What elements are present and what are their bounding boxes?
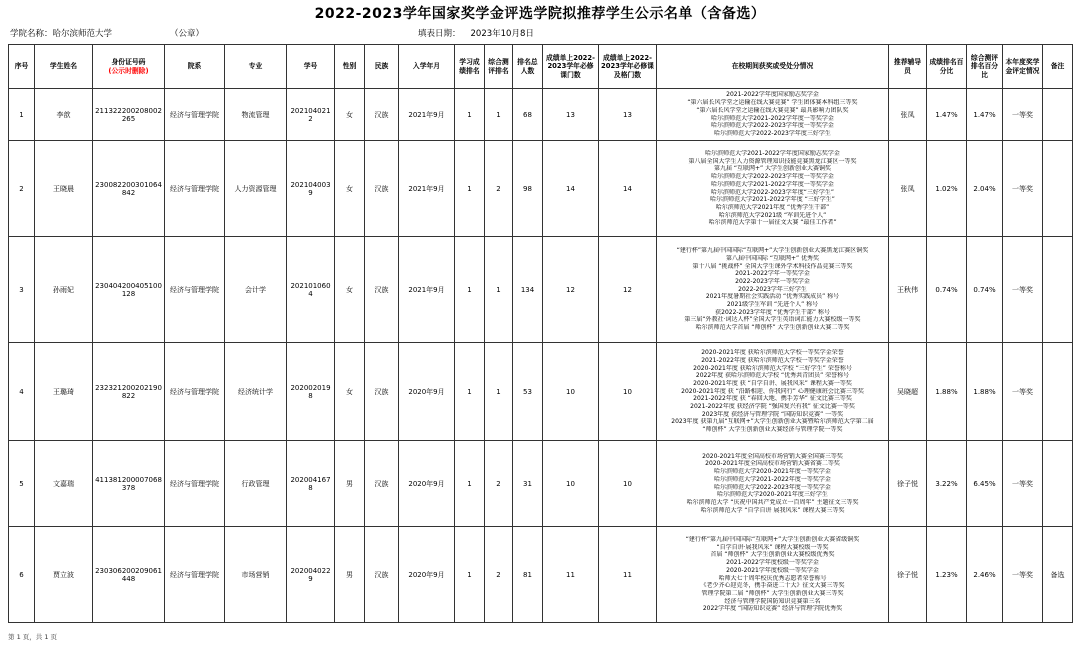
ethnicity-cell: 汉族 xyxy=(365,237,399,343)
scholarship-cell: 一等奖 xyxy=(1003,527,1043,623)
study-pct-cell: 1.88% xyxy=(927,343,967,441)
id-number-cell: 411381200007068378 xyxy=(93,441,165,527)
id-number-cell: 230082200301064842 xyxy=(93,141,165,237)
major-cell: 物流管理 xyxy=(225,89,287,141)
eval-rank-cell: 1 xyxy=(485,237,513,343)
student-no-cell: 2020040229 xyxy=(287,527,335,623)
index-cell: 6 xyxy=(9,527,35,623)
index-cell: 1 xyxy=(9,89,35,141)
col-header-student-no: 学号 xyxy=(287,45,335,89)
student-name-cell: 贾立波 xyxy=(35,527,93,623)
courses-total-cell: 10 xyxy=(543,343,599,441)
table-row xyxy=(9,89,1073,141)
ethnicity-cell: 汉族 xyxy=(365,89,399,141)
index-cell: 5 xyxy=(9,441,35,527)
col-header-department: 院系 xyxy=(165,45,225,89)
eval-rank-cell: 1 xyxy=(485,343,513,441)
award-line: 《老少齐心迎克冬，携手奋进二十大》征文大赛三等奖 xyxy=(700,582,845,590)
remark-cell xyxy=(1043,141,1073,237)
eval-rank-cell: 2 xyxy=(485,441,513,527)
study-pct-cell: 0.74% xyxy=(927,237,967,343)
gender-cell: 女 xyxy=(335,141,365,237)
award-line: “建行杯”第九届中国国际“互联网+”大学生创新创业大赛省级铜奖 xyxy=(685,536,860,544)
award-line: 2021年度暑期社会实践活动 “优秀实践成员” 称号 xyxy=(705,293,840,301)
study-rank-cell: 1 xyxy=(455,237,485,343)
id-number-label: 身份证号码 xyxy=(111,58,146,67)
eval-pct-cell: 6.45% xyxy=(967,441,1003,527)
student-no-cell: 2020020198 xyxy=(287,343,335,441)
eval-rank-cell: 1 xyxy=(485,89,513,141)
seal-note: （公章） xyxy=(170,29,205,39)
major-cell: 会计学 xyxy=(225,237,287,343)
courses-passed-cell: 10 xyxy=(599,441,657,527)
eval-pct-cell: 2.46% xyxy=(967,527,1003,623)
award-line: 哈尔滨师范大学2021-2022学年度国家励志奖学金 xyxy=(705,150,840,158)
table-body xyxy=(9,89,1073,623)
award-line: 经济与管理学院国防知识竞赛第三名 xyxy=(724,597,821,605)
col-header-ethnicity: 民族 xyxy=(365,45,399,89)
award-line: 哈尔滨师范大学2022-2023学年度一等奖学金 xyxy=(711,173,834,181)
award-line: 第八届全国大学生人力资源管理知识技能竞赛黑龙江赛区一等奖 xyxy=(688,157,857,165)
counselor-cell: 张凤 xyxy=(889,89,927,141)
award-line: 2021级学生军训 “先进个人” 称号 xyxy=(726,301,819,308)
study-pct-cell: 3.22% xyxy=(927,441,967,527)
award-line: 哈尔滨师范大学 “庆祝中国共产党成立一百周年” 主题征文三等奖 xyxy=(686,498,859,506)
award-line: 第九届 “互联网+” 大学生创新创业大赛铜奖 xyxy=(713,165,832,173)
scholarship-cell: 一等奖 xyxy=(1003,343,1043,441)
id-number-cell: 230306200209061448 xyxy=(93,527,165,623)
department-cell: 经济与管理学院 xyxy=(165,441,225,527)
col-header-counselor: 推荐辅导员 xyxy=(889,45,927,89)
study-rank-cell: 1 xyxy=(455,527,485,623)
award-line: 2021-2022年度 获 “春回大地、携手芳华” 征文比赛三等奖 xyxy=(693,395,852,403)
col-header-student-name: 学生姓名 xyxy=(35,45,93,89)
ethnicity-cell: 汉族 xyxy=(365,441,399,527)
courses-total-cell: 13 xyxy=(543,89,599,141)
gender-cell: 女 xyxy=(335,343,365,441)
awards-cell xyxy=(657,141,889,237)
rank-total-cell: 53 xyxy=(513,343,543,441)
college-name-label: 学院名称： xyxy=(10,29,53,39)
gender-cell: 女 xyxy=(335,89,365,141)
col-header-courses-total: 成绩单上2022-2023学年必修课门数 xyxy=(543,45,599,89)
remark-cell xyxy=(1043,237,1073,343)
award-line: 哈师大七十周年校庆优秀志愿者荣誉称号 xyxy=(718,574,827,582)
index-cell: 3 xyxy=(9,237,35,343)
award-line: 哈尔滨师范大学2020-2021年度三好学生 xyxy=(717,491,828,499)
counselor-cell: 徐子悦 xyxy=(889,441,927,527)
fill-date-label: 填表日期： xyxy=(418,29,461,39)
enroll-date-cell: 2020年9月 xyxy=(399,343,455,441)
study-pct-cell: 1.47% xyxy=(927,89,967,141)
courses-total-cell: 10 xyxy=(543,441,599,527)
award-line: “第六届长风学堂之运输在线大赛竞赛” 学生团体赛本科组三等奖 xyxy=(687,99,858,107)
col-header-gender: 性别 xyxy=(335,45,365,89)
table-header xyxy=(9,45,1073,89)
award-line: 2021-2022年度 获哈尔滨师范大学校一等奖学金荣誉 xyxy=(701,356,844,364)
student-no-cell: 2021040039 xyxy=(287,141,335,237)
scholarship-cell: 一等奖 xyxy=(1003,141,1043,237)
award-line: 哈尔滨师范大学2022-2023学年度一等奖学金 xyxy=(711,122,834,130)
study-rank-cell: 1 xyxy=(455,441,485,527)
counselor-cell: 张凤 xyxy=(889,141,927,237)
col-header-study-rank: 学习成绩排名 xyxy=(455,45,485,89)
courses-passed-cell: 14 xyxy=(599,141,657,237)
col-header-id-number xyxy=(93,45,165,89)
courses-total-cell: 11 xyxy=(543,527,599,623)
department-cell: 经济与管理学院 xyxy=(165,89,225,141)
study-pct-cell: 1.23% xyxy=(927,527,967,623)
col-header-major: 专业 xyxy=(225,45,287,89)
eval-pct-cell: 1.88% xyxy=(967,343,1003,441)
rank-total-cell: 81 xyxy=(513,527,543,623)
counselor-cell: 王秋伟 xyxy=(889,237,927,343)
major-cell: 经济统计学 xyxy=(225,343,287,441)
eval-pct-cell: 0.74% xyxy=(967,237,1003,343)
gender-cell: 女 xyxy=(335,237,365,343)
ethnicity-cell: 汉族 xyxy=(365,527,399,623)
award-line: 2023年度 获第九届“互联网+”大学生创新创业大赛暨哈尔滨师范大学第二届 xyxy=(671,418,874,426)
eval-pct-cell: 2.04% xyxy=(967,141,1003,237)
award-line: 哈尔滨师范大学2021年度 “优秀学生干部” xyxy=(715,203,830,211)
col-header-remark: 备注 xyxy=(1043,45,1073,89)
study-pct-cell: 1.02% xyxy=(927,141,967,237)
counselor-cell: 徐子悦 xyxy=(889,527,927,623)
id-number-cell: 232321200202190822 xyxy=(93,343,165,441)
page-footer-note: 第 1 页，共 1 页 xyxy=(8,633,58,641)
department-cell: 经济与管理学院 xyxy=(165,527,225,623)
study-rank-cell: 1 xyxy=(455,343,485,441)
rank-total-cell: 134 xyxy=(513,237,543,343)
award-line: 2020-2021年度 获哈尔滨师范大学校一等奖学金荣誉 xyxy=(701,349,844,357)
award-line: 2021-2022学年度国家励志奖学金 xyxy=(726,91,819,99)
table-row xyxy=(9,441,1073,527)
award-line: “自学自讲·展我风采” 课程大赛校级一等奖 xyxy=(716,543,829,551)
award-line: 哈尔滨师范大学2020-2021年度一等奖学金 xyxy=(714,468,831,476)
college-name xyxy=(10,27,112,39)
student-name-cell: 文嘉瑞 xyxy=(35,441,93,527)
col-header-awards: 在校期间获奖或受处分情况 xyxy=(657,45,889,89)
student-name-cell: 李歆 xyxy=(35,89,93,141)
award-line: 哈尔滨师范大学2021-2022年度一等奖学金 xyxy=(714,475,831,483)
scholarship-cell: 一等奖 xyxy=(1003,441,1043,527)
award-line: 管理学院第二届 “师创杯” 大学生创新创业大赛三等奖 xyxy=(701,589,844,597)
award-line: 2020-2021年度 获哈尔滨师范大学校 “三好学生” 荣誉称号 xyxy=(693,364,852,372)
award-line: 2022-2023学年三好学生 xyxy=(738,285,807,293)
col-header-index: 序号 xyxy=(9,45,35,89)
student-recommendation-table xyxy=(8,44,1073,623)
courses-passed-cell: 10 xyxy=(599,343,657,441)
study-rank-cell: 1 xyxy=(455,141,485,237)
col-header-rank-total: 排名总人数 xyxy=(513,45,543,89)
rank-total-cell: 68 xyxy=(513,89,543,141)
department-cell: 经济与管理学院 xyxy=(165,343,225,441)
eval-rank-cell: 2 xyxy=(485,527,513,623)
rank-total-cell: 31 xyxy=(513,441,543,527)
awards-cell xyxy=(657,343,889,441)
award-line: 哈尔滨师范大学2021-2022学年度一等奖学金 xyxy=(711,180,834,188)
fill-date xyxy=(418,27,534,39)
college-name-value: 哈尔滨师范大学 xyxy=(52,29,113,39)
award-line: 2022学年度 “国防知识竞赛” 经济与管理学院优秀奖 xyxy=(702,605,843,613)
table-row xyxy=(9,141,1073,237)
col-header-courses-passed: 成绩单上2022-2023学年必修课及格门数 xyxy=(599,45,657,89)
enroll-date-cell: 2020年9月 xyxy=(399,441,455,527)
awards-cell xyxy=(657,441,889,527)
courses-total-cell: 12 xyxy=(543,237,599,343)
award-line: 2020-2021年度全国高校市场营销大赛全国赛三等奖 xyxy=(702,452,843,460)
department-cell: 经济与管理学院 xyxy=(165,141,225,237)
scholarship-cell: 一等奖 xyxy=(1003,89,1043,141)
fill-date-value: 2023年10月8日 xyxy=(470,29,534,39)
award-line: 哈尔滨师范大学2022-2023年度一等奖学金 xyxy=(714,483,831,491)
award-line: 哈尔滨师范大学 “自学自讲 展我风采” 课程大赛三等奖 xyxy=(700,506,845,514)
award-line: 第八届中国国际 “互联网+” 优秀奖 xyxy=(725,254,820,262)
award-line: 2021-2022学年一等奖学金 xyxy=(735,270,810,278)
major-cell: 行政管理 xyxy=(225,441,287,527)
award-line: 哈尔滨师范大学2022-2023学年度“三好学生” xyxy=(711,188,834,196)
eval-pct-cell: 1.47% xyxy=(967,89,1003,141)
ethnicity-cell: 汉族 xyxy=(365,343,399,441)
col-header-eval-pct: 综合测评排名百分比 xyxy=(967,45,1003,89)
courses-total-cell: 14 xyxy=(543,141,599,237)
award-line: 2020-2021年度全国高校市场营销大赛省赛二等奖 xyxy=(705,460,840,468)
col-header-scholarship: 本年度奖学金评定情况 xyxy=(1003,45,1043,89)
scholarship-cell: 一等奖 xyxy=(1003,237,1043,343)
courses-passed-cell: 13 xyxy=(599,89,657,141)
award-line: 2023年度 获经济与管理学院 “国防知识竞赛” 一等奖 xyxy=(701,410,844,418)
index-cell: 2 xyxy=(9,141,35,237)
award-line: 2021-2022年度 获经济学院 “强国复兴有我” 征文比赛一等奖 xyxy=(690,403,855,410)
award-line: 哈尔滨师范大学2021-2022学年度一等奖学金 xyxy=(711,114,834,122)
major-cell: 人力资源管理 xyxy=(225,141,287,237)
award-line: 哈尔滨师范大学2021级 “军训先进个人” xyxy=(718,211,827,219)
table-row xyxy=(9,527,1073,623)
awards-cell xyxy=(657,527,889,623)
award-line: 哈尔滨师范大学2022-2023学年度三好学生 xyxy=(714,129,831,137)
student-name-cell: 王璐琦 xyxy=(35,343,93,441)
award-line: 第十八届 “挑战杯” 全国大学生课外学术科技作品竞赛三等奖 xyxy=(692,262,853,270)
id-delete-note: (公示时删除) xyxy=(108,66,149,75)
col-header-study-pct: 成绩排名百分比 xyxy=(927,45,967,89)
study-rank-cell: 1 xyxy=(455,89,485,141)
award-line: “建行杯”第九届中国国际“互联网+”大学生创新创业大赛黑龙江赛区铜奖 xyxy=(676,247,869,255)
col-header-eval-rank: 综合测评排名 xyxy=(485,45,513,89)
gender-cell: 男 xyxy=(335,441,365,527)
remark-cell xyxy=(1043,343,1073,441)
award-line: 哈尔滨师范大学2021-2022学年度 “三好学生” xyxy=(710,196,835,204)
gender-cell: 男 xyxy=(335,527,365,623)
courses-passed-cell: 11 xyxy=(599,527,657,623)
rank-total-cell: 98 xyxy=(513,141,543,237)
student-name-cell: 王晓晨 xyxy=(35,141,93,237)
enroll-date-cell: 2021年9月 xyxy=(399,141,455,237)
enroll-date-cell: 2021年9月 xyxy=(399,89,455,141)
award-line: 哈尔滨师范大学首届 “师创杯” 大学生创新创业大赛二等奖 xyxy=(695,324,850,332)
enroll-date-cell: 2021年9月 xyxy=(399,237,455,343)
page-title: 2022-2023学年国家奖学金评选学院拟推荐学生公示名单（含备选） xyxy=(314,6,766,22)
eval-rank-cell: 2 xyxy=(485,141,513,237)
award-line: 2020-2021学年度校级一等奖学金 xyxy=(726,566,819,574)
enroll-date-cell: 2020年9月 xyxy=(399,527,455,623)
award-line: 2021-2022学年度校级一等奖学金 xyxy=(726,559,819,567)
table-row xyxy=(9,237,1073,343)
award-line: 哈尔滨师范大学第十一届征文大赛 “最佳工作者” xyxy=(708,219,837,227)
id-number-cell: 230404200405100128 xyxy=(93,237,165,343)
id-number-cell: 211322200208002265 xyxy=(93,89,165,141)
award-line: 2022-2023学年一等奖学金 xyxy=(735,277,810,285)
award-line: 首届 “师创杯” 大学生创新创业大赛校级优秀奖 xyxy=(710,551,835,559)
student-no-cell: 2020041678 xyxy=(287,441,335,527)
remark-cell xyxy=(1043,441,1073,527)
department-cell: 经济与管理学院 xyxy=(165,237,225,343)
award-line: 获2022-2023学年度 “优秀学生干部” 称号 xyxy=(715,308,830,316)
counselor-cell: 吴晓超 xyxy=(889,343,927,441)
remark-cell: 备选 xyxy=(1043,527,1073,623)
award-line: “师创杯” 大学生创新创业大赛经济与管理学院一等奖 xyxy=(702,426,843,434)
award-line: “第六届长风学堂之运输在线大赛竞赛” 最具影响力团队奖 xyxy=(696,106,849,114)
col-header-enroll-date: 入学年月 xyxy=(399,45,455,89)
student-no-cell: 2021040212 xyxy=(287,89,335,141)
award-line: 2020-2021年度 获 “自学自讲、展我风采” 课程大赛一等奖 xyxy=(693,379,852,387)
courses-passed-cell: 12 xyxy=(599,237,657,343)
student-name-cell: 孙雨妃 xyxy=(35,237,93,343)
table-row xyxy=(9,343,1073,441)
awards-cell xyxy=(657,89,889,141)
award-line: 2022年度 获哈尔滨师范大学校 “优秀共青团员” 荣誉称号 xyxy=(695,372,850,380)
major-cell: 市场营销 xyxy=(225,527,287,623)
award-line: 第三届“外教社·词达人杯”全国大学生英语词汇能力大赛校级一等奖 xyxy=(684,316,861,324)
remark-cell xyxy=(1043,89,1073,141)
awards-cell xyxy=(657,237,889,343)
award-line: 2020-2021年度 获 “沿路相迎、你我同行” 心理健康班会比赛三等奖 xyxy=(681,387,864,395)
ethnicity-cell: 汉族 xyxy=(365,141,399,237)
student-no-cell: 2021010604 xyxy=(287,237,335,343)
index-cell: 4 xyxy=(9,343,35,441)
